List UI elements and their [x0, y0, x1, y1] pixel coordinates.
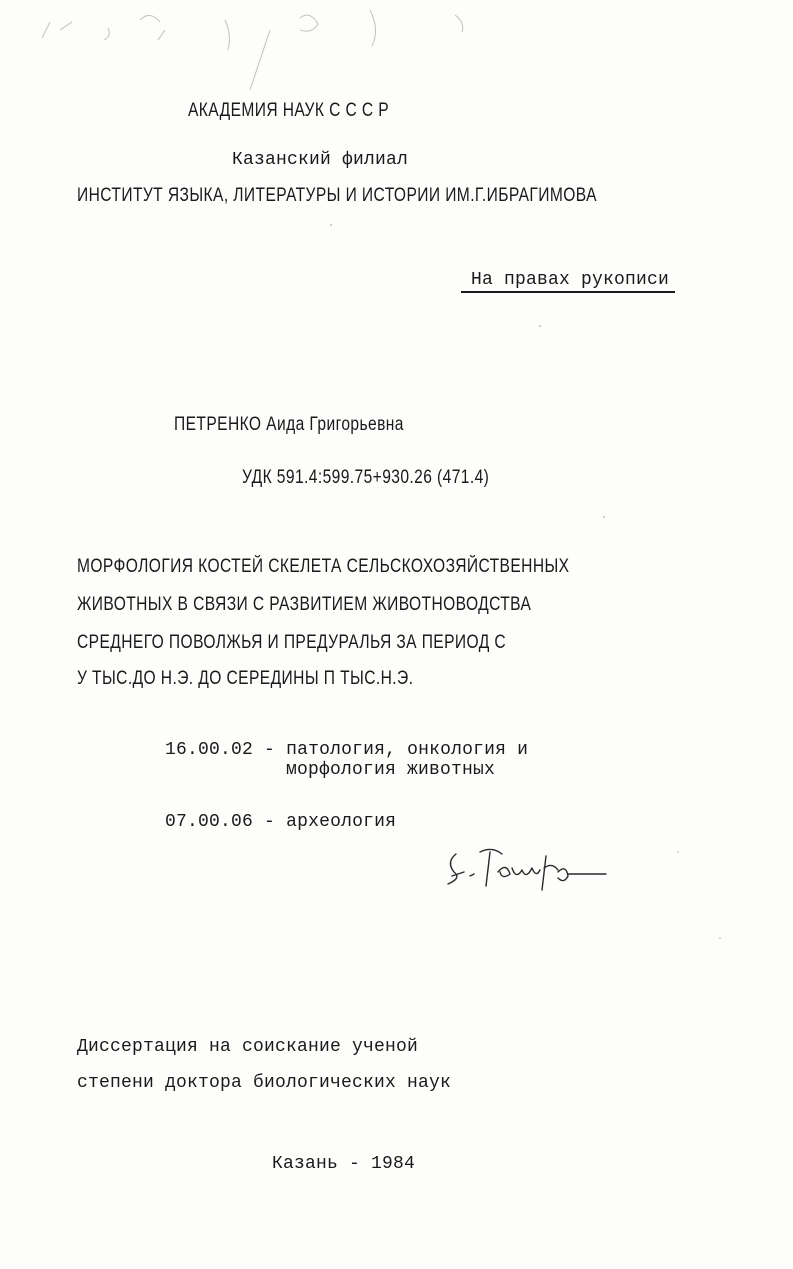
specialty-dash: -: [264, 740, 276, 760]
institute-name: ИНСТИТУТ ЯЗЫКА, ЛИТЕРАТУРЫ И ИСТОРИИ ИМ.Г.ИБРАГИМОВА: [77, 185, 597, 206]
specialty-code: 16.00.02: [165, 740, 254, 760]
udc-code: УДК 591.4:599.75+930.26 (471.4): [242, 467, 490, 488]
place-and-year: Казань - 1984: [272, 1154, 416, 1174]
manuscript-note: На правах рукописи: [461, 270, 675, 293]
specialty-name-continued: морфология животных: [286, 760, 496, 780]
title-line: У ТЫС.ДО Н.Э. ДО СЕРЕДИНЫ П ТЫС.Н.Э.: [77, 668, 414, 689]
specialty-name: археология: [286, 812, 397, 832]
title-line: СРЕДНЕГО ПОВОЛЖЬЯ И ПРЕДУРАЛЬЯ ЗА ПЕРИОД С: [77, 632, 507, 653]
title-line: ЖИВОТНЫХ В СВЯЗИ С РАЗВИТИЕМ ЖИВОТНОВОДСТВА: [77, 594, 532, 615]
specialty-dash: -: [264, 812, 276, 832]
branch-name: Казанский филиал: [232, 150, 409, 170]
academy-heading: АКАДЕМИЯ НАУК С С С Р: [188, 100, 390, 121]
author-name: ПЕТРЕНКО Аида Григорьевна: [174, 414, 404, 435]
specialty-name: патология, онкология и: [286, 740, 529, 760]
specialty-code: 07.00.06: [165, 812, 254, 832]
degree-line: Диссертация на соискание ученой: [77, 1037, 419, 1057]
title-line: МОРФОЛОГИЯ КОСТЕЙ СКЕЛЕТА СЕЛЬСКОХОЗЯЙСТВЕННЫХ: [77, 556, 570, 577]
degree-line: степени доктора биологических наук: [77, 1073, 452, 1093]
